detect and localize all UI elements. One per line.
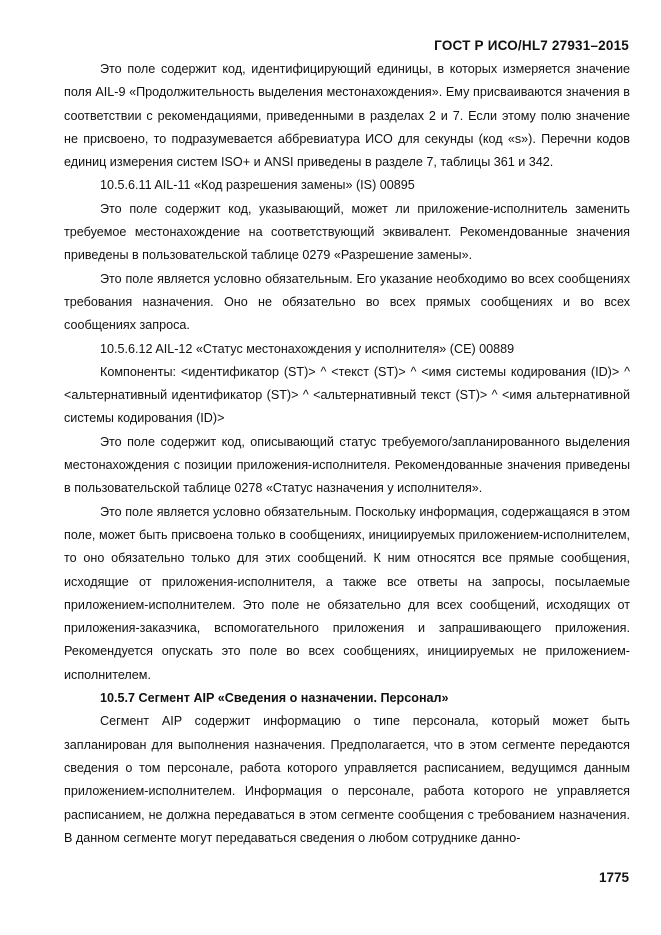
field-title-ail11: 10.5.6.11 AIL-11 «Код разрешения замены» (IS) 00895: [100, 178, 415, 193]
field-title-ail12: 10.5.6.12 AIL-12 «Статус местонахождения у исполнителя» (CE) 00889: [100, 341, 515, 356]
paragraph-ail12-description: Это поле содержит код, описывающий статус требуемого/запланированного выделения местонахождения с позиции приложения-исполнителя. Рекомендованные значения приведены в пользовательской таблице 0278 «Статус назначения у исполнителя».: [64, 434, 630, 496]
paragraph-ail12-condition: Это поле является условно обязательным. Поскольку информация, содержащаяся в этом поле, может быть присвоена только в сообщениях, инициируемых приложением-исполнителем, то оно обязательно только для этих сообщений. К ним относятся все прямые сообщения, исходящие от приложения-исполнителя, а также все ответы на запросы, посылаемые приложением-исполнителем. Это поле не обязательно для всех сообщений, исходящих от приложения-заказчика, вспомогательного приложения и запрашивающего приложения. Рекомендуется опускать это поле во всех сообщениях, инициируемых не приложением-исполнителем.: [64, 504, 630, 682]
document-body: [64, 58, 630, 850]
paragraph-aip-description: Сегмент AIP содержит информацию о типе персонала, который может быть запланирован для выполнения назначения. Предполагается, что в этом сегменте передаются сведения о том персонале, работа которого управляется расписанием, ведущимся данным приложением-исполнителем. Информация о персонале, работа которого не управляется расписанием, не должна передаваться в этом сегменте сообщения с требованием назначения. В данном сегменте могут передаваться сведения о любом сотруднике данно-: [64, 714, 630, 845]
page-number: 1775: [598, 870, 629, 885]
paragraph-ail10-description: Это поле содержит код, идентифицирующий единицы, в которых измеряется значение поля AIL-9 «Продолжительность выделения местонахождения». Ему присваиваются значения в соответствии с рекомендациями, приведенными в разделах 2 и 7. Если этому полю значение не присвоено, то подразумевается аббревиатура ИСО для секунды (код «s»). Перечни кодов единиц измерения систем ISO+ и ANSI приведены в разделе 7, таблицы 361 и 342.: [64, 62, 630, 170]
paragraph-ail11-description: Это поле содержит код, указывающий, может ли приложение-исполнитель заменить требуемое местонахождение на соответствующий эквивалент. Рекомендованные значения приведены в пользовательской таблице 0279 «Разрешение замены».: [64, 201, 630, 263]
section-heading-aip: 10.5.7 Сегмент AIP «Сведения о назначении. Персонал»: [100, 691, 449, 706]
document-code-header: ГОСТ Р ИСО/HL7 27931–2015: [434, 38, 629, 53]
paragraph-ail11-condition: Это поле является условно обязательным. Его указание необходимо во всех сообщениях требования назначения. Оно не обязательно во всех прямых сообщениях и во всех сообщениях запроса.: [64, 271, 630, 333]
paragraph-ail12-components: Компоненты: <идентификатор (ST)> ^ <текст (ST)> ^ <имя системы кодирования (ID)> ^ <альтернативный идентификатор (ST)> ^ <альтернативный текст (ST)> ^ <имя альтернативной системы кодирования (ID)>: [64, 364, 630, 426]
